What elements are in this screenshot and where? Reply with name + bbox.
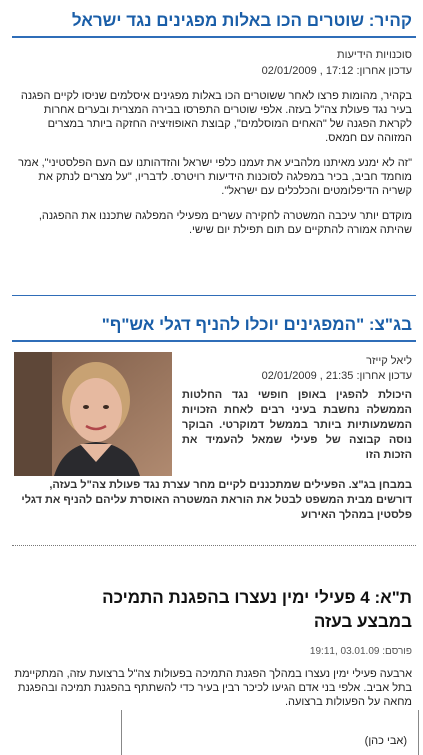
article-lead-continued: במבחן בג"צ. הפעילים שמתכננים לקיים מחר עצרת נגד פעולת צה"ל בעזה, דורשים מבית המשפט לבטל את הוראת המשטרה האוסרת עליהם להניף את דגלי פלסטין במהלך האירוע [21,479,412,521]
article-body [12,89,416,237]
article-lead: היכולת להפגין באופן חופשי נגד החלטות הממשלה נחשבת בעיני רבים לאחת הזכויות המשמעותיות ביותר בממשל דמוקרטי. הבוקר נוסה קבוצה של פעילי שמאל להעמיד את הזכות הזו [182,389,412,461]
article-byline [262,354,412,384]
dotted-divider [12,545,416,546]
title-underline [12,36,416,38]
article-tel-aviv [12,586,416,709]
photo-frame [121,710,419,755]
paragraph: בקהיר, מהומות פרצו לאחר ששוטרים הכו באלות מפגינים איסלמים שניסו לקיים הפגנה בעיר נגד פעולת צה"ל בעזה. אלפי שוטרים התפרסו בבירה המצרית ובערים אחרות לקראת הפגנה של "האחים המוסלמים", קבוצת האופוזיציה החזקה ביותר במצרים המזוהה עם חמאס. [20,90,412,144]
article-title[interactable] [12,586,416,634]
article-title[interactable]: בג"צ: "המפגינים יוכלו להניף דגלי אש"ף" [101,315,412,334]
article-court [12,314,416,521]
portrait-image [14,352,172,476]
photo-credit: (אבי כהן) [364,735,407,747]
article-photo[interactable] [14,352,172,476]
paragraph: מוקדם יותר עיכבה המשטרה לחקירה עשרים מפעילי המפלגה שתכננו את ההפגנה, שהיתה אמורה להתקיים עם תום תפילת יום שישי. [38,210,412,236]
title-line: ת"א: 4 פעילי ימין נעצרו בהפגנת התמיכה [102,588,412,607]
article-title[interactable]: קהיר: שוטרים הכו באלות מפגינים נגד ישראל [71,11,412,30]
article-body: ארבעה פעילי ימין נעצרו במהלך הפגנת התמיכה בפעולות צה"ל ברצועת עזה, המתקיימת בתל אביב. אלפי בני אדם הגיעו לכיכר רבין בעיר כדי להשתתף בהפגנת תמיכה ובהפגנת מחאה על הפעולות ברצועה. [14,668,412,708]
article-source: סוכנויות הידיעות [337,49,412,61]
paragraph: "זה לא ימנע מאיתנו מלהביע את זעמנו כלפי ישראל והזדהותנו עם העם הפלסטיני", אמר מוחמד חביב, בכיר במפלגה לסוכנות הידיעות רויטרס. לדבריו, "על מצרים לנתק את קשריה הדיפלומטים והכלכלים עם ישראל". [18,157,412,197]
article-updated: עדכון אחרון: 17:12 , 02/01/2009 [261,65,412,77]
author: ליאל קייזר [366,355,412,367]
article-updated: עדכון אחרון: 21:35 , 02/01/2009 [261,370,412,382]
title-underline [12,340,416,342]
article-cairo [12,10,416,248]
divider [12,295,416,296]
published-date: פורסם: 03.01.09 ,19:11 [309,646,412,657]
title-line: במבצע בעזה [313,612,412,631]
